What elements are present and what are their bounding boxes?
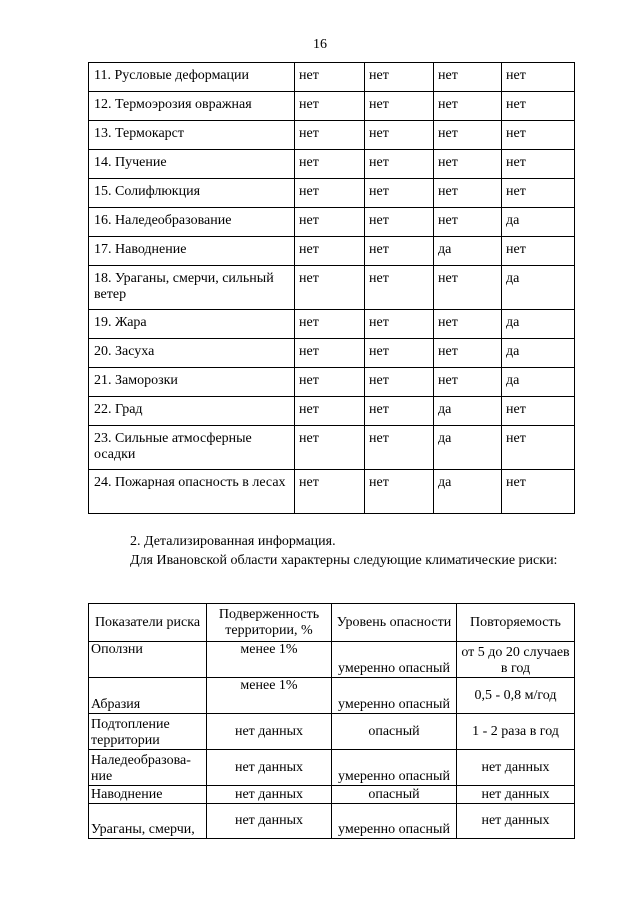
climate-risks-table: [88, 603, 575, 839]
value-cell: да: [434, 470, 502, 514]
value-cell: нет: [295, 121, 365, 150]
value-cell: нет: [365, 368, 434, 397]
value-cell: нет: [502, 92, 575, 121]
hazard-name-cell: 20. Засуха: [89, 339, 295, 368]
value-cell: нет: [434, 310, 502, 339]
value-cell: нет: [434, 92, 502, 121]
table-header-row: [89, 604, 575, 642]
value-cell: нет: [365, 470, 434, 514]
value-cell: нет: [365, 63, 434, 92]
value-cell: нет: [365, 310, 434, 339]
level-cell: умеренно опасный: [332, 750, 457, 786]
table-row: [89, 92, 575, 121]
table-row: [89, 397, 575, 426]
hazard-name-cell: 15. Солифлюкция: [89, 179, 295, 208]
header-indicator: Показатели риска: [89, 604, 207, 642]
hazard-name-cell: 12. Термоэрозия овражная: [89, 92, 295, 121]
value-cell: нет: [365, 426, 434, 470]
value-cell: да: [502, 266, 575, 310]
table-row: [89, 121, 575, 150]
level-cell: умеренно опасный: [332, 678, 457, 714]
value-cell: нет: [365, 92, 434, 121]
hazard-name-cell: 19. Жара: [89, 310, 295, 339]
table-row: [89, 150, 575, 179]
hazard-name-cell: 22. Град: [89, 397, 295, 426]
page-number: 16: [313, 37, 327, 52]
value-cell: нет: [365, 266, 434, 310]
hazard-name-cell: 16. Наледеобразование: [89, 208, 295, 237]
table-row: [89, 642, 575, 678]
table-row: [89, 208, 575, 237]
indicator-cell: Подтопление территории: [89, 714, 207, 750]
level-cell: умеренно опасный: [332, 804, 457, 839]
value-cell: нет: [295, 339, 365, 368]
table-row: [89, 63, 575, 92]
table-row: [89, 179, 575, 208]
value-cell: нет: [502, 397, 575, 426]
intro-paragraph: Для Ивановской области характерны следующие климатические риски:: [130, 553, 558, 568]
value-cell: нет: [365, 150, 434, 179]
value-cell: нет: [434, 368, 502, 397]
value-cell: нет: [502, 470, 575, 514]
table-row: [89, 339, 575, 368]
frequency-cell: нет данных: [457, 786, 575, 804]
value-cell: нет: [295, 150, 365, 179]
table-row: [89, 786, 575, 804]
indicator-cell: Ураганы, смерчи,: [89, 804, 207, 839]
hazard-name-cell: 11. Русловые деформации: [89, 63, 295, 92]
exposure-cell: нет данных: [207, 786, 332, 804]
frequency-cell: от 5 до 20 случаев в год: [457, 642, 575, 678]
value-cell: нет: [365, 121, 434, 150]
hazard-name-cell: 21. Заморозки: [89, 368, 295, 397]
hazard-name-cell: 17. Наводнение: [89, 237, 295, 266]
value-cell: нет: [295, 470, 365, 514]
value-cell: нет: [502, 150, 575, 179]
exposure-cell: менее 1%: [207, 642, 332, 678]
frequency-cell: нет данных: [457, 750, 575, 786]
indicator-cell: Наледеобразова-ние: [89, 750, 207, 786]
table-row: [89, 237, 575, 266]
hazard-name-cell: 24. Пожарная опасность в лесах: [89, 470, 295, 514]
value-cell: нет: [502, 179, 575, 208]
value-cell: нет: [434, 208, 502, 237]
value-cell: да: [434, 237, 502, 266]
exposure-cell: нет данных: [207, 714, 332, 750]
value-cell: нет: [434, 63, 502, 92]
value-cell: нет: [365, 397, 434, 426]
table-row: [89, 470, 575, 514]
value-cell: нет: [502, 426, 575, 470]
value-cell: да: [434, 426, 502, 470]
value-cell: нет: [365, 179, 434, 208]
value-cell: нет: [434, 266, 502, 310]
indicator-cell: Оползни: [89, 642, 207, 678]
value-cell: нет: [434, 179, 502, 208]
value-cell: нет: [295, 179, 365, 208]
indicator-cell: Наводнение: [89, 786, 207, 804]
table-row: [89, 426, 575, 470]
hazard-name-cell: 23. Сильные атмосферные осадки: [89, 426, 295, 470]
value-cell: нет: [365, 339, 434, 368]
value-cell: да: [502, 208, 575, 237]
value-cell: нет: [295, 208, 365, 237]
header-level: Уровень опасности: [332, 604, 457, 642]
value-cell: нет: [295, 310, 365, 339]
level-cell: опасный: [332, 714, 457, 750]
value-cell: нет: [295, 426, 365, 470]
value-cell: нет: [434, 339, 502, 368]
value-cell: нет: [295, 92, 365, 121]
value-cell: нет: [502, 63, 575, 92]
level-cell: умеренно опасный: [332, 642, 457, 678]
table-row: [89, 804, 575, 839]
table-row: [89, 750, 575, 786]
header-exposure: Подверженность территории, %: [207, 604, 332, 642]
section-title: 2. Детализированная информация.: [130, 534, 336, 549]
exposure-cell: нет данных: [207, 804, 332, 839]
hazard-name-cell: 14. Пучение: [89, 150, 295, 179]
value-cell: нет: [502, 121, 575, 150]
value-cell: нет: [502, 237, 575, 266]
table-row: [89, 714, 575, 750]
table-row: [89, 678, 575, 714]
table-row: [89, 310, 575, 339]
value-cell: нет: [434, 121, 502, 150]
hazard-presence-table: [88, 62, 575, 514]
table-row: [89, 266, 575, 310]
value-cell: нет: [365, 237, 434, 266]
hazard-name-cell: 13. Термокарст: [89, 121, 295, 150]
value-cell: да: [502, 368, 575, 397]
hazard-name-cell: 18. Ураганы, смерчи, сильный ветер: [89, 266, 295, 310]
frequency-cell: 0,5 - 0,8 м/год: [457, 678, 575, 714]
exposure-cell: нет данных: [207, 750, 332, 786]
indicator-cell: Абразия: [89, 678, 207, 714]
value-cell: да: [434, 397, 502, 426]
table-row: [89, 368, 575, 397]
header-frequency: Повторяемость: [457, 604, 575, 642]
value-cell: да: [502, 339, 575, 368]
value-cell: нет: [295, 237, 365, 266]
value-cell: да: [502, 310, 575, 339]
frequency-cell: нет данных: [457, 804, 575, 839]
exposure-cell: менее 1%: [207, 678, 332, 714]
value-cell: нет: [295, 266, 365, 310]
value-cell: нет: [365, 208, 434, 237]
level-cell: опасный: [332, 786, 457, 804]
value-cell: нет: [295, 397, 365, 426]
frequency-cell: 1 - 2 раза в год: [457, 714, 575, 750]
value-cell: нет: [295, 368, 365, 397]
value-cell: нет: [434, 150, 502, 179]
value-cell: нет: [295, 63, 365, 92]
